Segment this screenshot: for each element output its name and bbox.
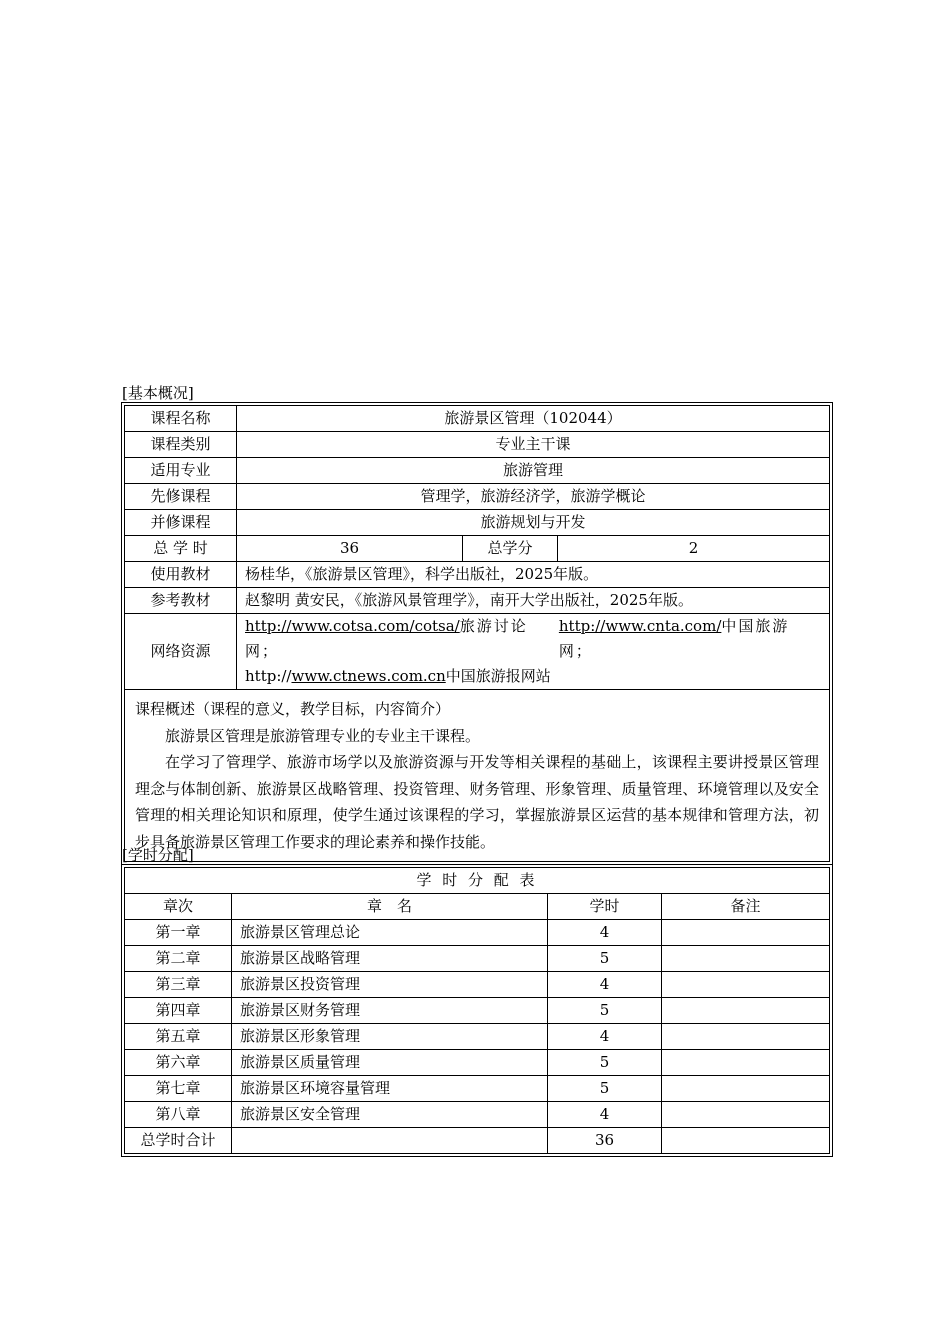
basic-info-table [124,405,830,862]
chapter-note [662,1076,830,1102]
textbook-label: 使用教材 [125,562,237,588]
overview-paragraph-2: 在学习了管理学、旅游市场学以及旅游资源与开发等相关课程的基础上，该课程主要讲授景区管理理念与体制创新、旅游景区战略管理、投资管理、财务管理、形象管理、质量管理、环境管理以及安全管理的相关理论知识和原理，使学生通过该课程的学习，掌握旅游景区运营的基本规律和管理方法，初步具备旅游景区管理工作要求的理论素养和操作技能。 [135,753,819,851]
table-row [125,1050,830,1076]
table-row [125,1076,830,1102]
total-name [232,1128,548,1154]
header-name: 章 名 [232,894,548,920]
web-text-cotsa: 旅游讨论网； [245,617,528,660]
web-entry-cnta [559,614,821,664]
reference-label: 参考教材 [125,588,237,614]
total-hours: 36 [548,1128,662,1154]
chapter-hours: 4 [548,920,662,946]
table-row [125,1102,830,1128]
chapter-number: 第八章 [125,1102,232,1128]
web-prefix-ctnews: http:// [245,667,292,685]
web-line-1 [245,614,821,664]
prerequisite-label: 先修课程 [125,484,237,510]
hours-table-title-row [125,868,830,894]
row-reference [125,588,830,614]
chapter-number: 第六章 [125,1050,232,1076]
table-row [125,998,830,1024]
chapter-number: 第四章 [125,998,232,1024]
table-row [125,1024,830,1050]
chapter-note [662,998,830,1024]
hours-table [124,867,830,1154]
chapter-number: 第七章 [125,1076,232,1102]
chapter-note [662,1050,830,1076]
web-label: 网络资源 [125,614,237,690]
overview-paragraph-1: 旅游景区管理是旅游管理专业的专业主干课程。 [165,726,481,745]
course-name-label: 课程名称 [125,406,237,432]
total-note [662,1128,830,1154]
total-label: 总学时合计 [125,1128,232,1154]
chapter-name: 旅游景区管理总论 [232,920,548,946]
overview-heading: 课程概述（课程的意义，教学目标，内容简介） [135,700,451,718]
row-textbook [125,562,830,588]
chapter-name: 旅游景区质量管理 [232,1050,548,1076]
course-type-label: 课程类别 [125,432,237,458]
row-hours [125,536,830,562]
overview-cell [125,690,830,862]
concurrent-label: 并修课程 [125,510,237,536]
chapter-hours: 5 [548,1076,662,1102]
table-row [125,972,830,998]
web-text-cnta: 中国旅游网； [558,617,790,660]
web-text-ctnews: 中国旅游报网站 [445,667,551,685]
reference-value: 赵黎明 黄安民，《旅游风景管理学》，南开大学出版社，2025年版。 [237,588,830,614]
hours-table-header-row [125,894,830,920]
hours-value: 36 [237,536,463,562]
link-cnta[interactable]: http://www.cnta.com/ [558,617,722,635]
table-row [125,946,830,972]
row-course-name [125,406,830,432]
header-hours: 学时 [548,894,662,920]
chapter-name: 旅游景区安全管理 [232,1102,548,1128]
major-value: 旅游管理 [237,458,830,484]
chapter-hours: 4 [548,1102,662,1128]
total-row [125,1128,830,1154]
row-prerequisite [125,484,830,510]
row-overview [125,690,830,862]
table-row [125,920,830,946]
chapter-hours: 5 [548,946,662,972]
web-line-2 [245,664,821,689]
chapter-number: 第三章 [125,972,232,998]
basic-info-table-frame [121,402,833,865]
section-label-basic: [基本概况] [122,384,194,402]
course-type-value: 专业主干课 [237,432,830,458]
chapter-hours: 4 [548,972,662,998]
row-concurrent [125,510,830,536]
chapter-note [662,946,830,972]
course-name-value: 旅游景区管理（102044） [237,406,830,432]
hours-label: 总 学 时 [125,536,237,562]
prerequisite-value: 管理学，旅游经济学，旅游学概论 [237,484,830,510]
link-cotsa[interactable]: http://www.cotsa.com/cotsa/ [245,617,460,635]
header-chapter: 章次 [125,894,232,920]
row-web-resources [125,614,830,690]
section-label-hours: [学时分配] [122,846,194,864]
chapter-number: 第一章 [125,920,232,946]
hours-table-title: 学 时 分 配 表 [125,868,830,894]
chapter-note [662,972,830,998]
chapter-name: 旅游景区形象管理 [232,1024,548,1050]
web-entry-cotsa [245,614,559,664]
credit-label: 总学分 [463,536,558,562]
chapter-hours: 5 [548,1050,662,1076]
chapter-note [662,1024,830,1050]
major-label: 适用专业 [125,458,237,484]
link-ctnews[interactable]: www.ctnews.com.cn [291,667,446,685]
chapter-name: 旅游景区投资管理 [232,972,548,998]
row-major [125,458,830,484]
chapter-note [662,920,830,946]
concurrent-value: 旅游规划与开发 [237,510,830,536]
chapter-name: 旅游景区环境容量管理 [232,1076,548,1102]
chapter-name: 旅游景区财务管理 [232,998,548,1024]
chapter-name: 旅游景区战略管理 [232,946,548,972]
hours-table-frame [121,864,833,1157]
row-course-type [125,432,830,458]
chapter-hours: 4 [548,1024,662,1050]
textbook-value: 杨桂华，《旅游景区管理》，科学出版社，2025年版。 [237,562,830,588]
chapter-hours: 5 [548,998,662,1024]
chapter-note [662,1102,830,1128]
credit-value: 2 [558,536,830,562]
web-value [237,614,830,690]
chapter-number: 第二章 [125,946,232,972]
chapter-number: 第五章 [125,1024,232,1050]
header-note: 备注 [662,894,830,920]
